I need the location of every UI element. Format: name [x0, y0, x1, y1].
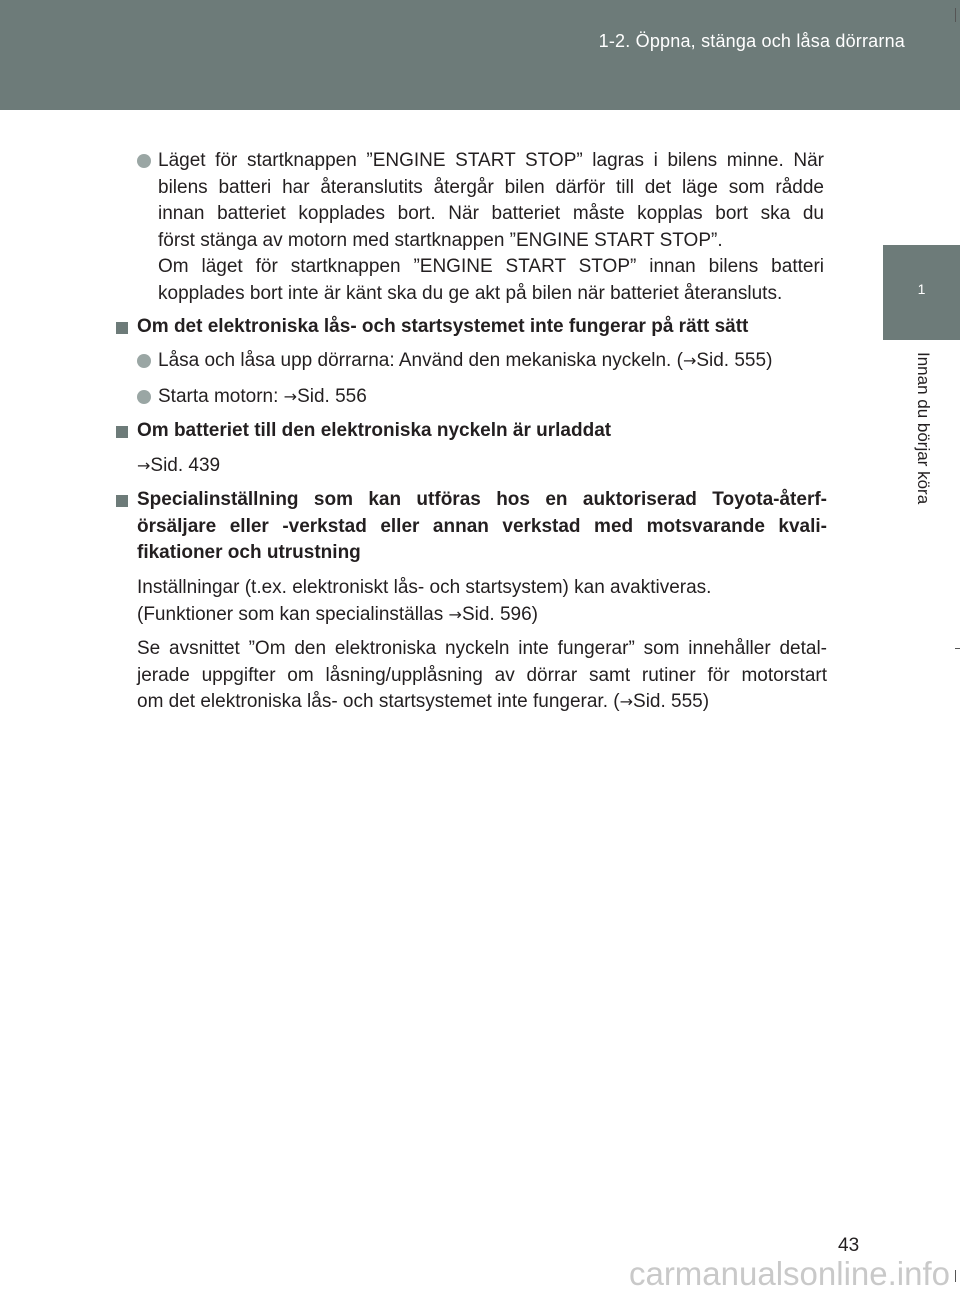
chapter-title: Innan du börjar köra	[914, 352, 933, 505]
heading-key-battery: Om batteriet till den elektroniska nyckeln är urladdat	[137, 420, 612, 441]
bullet-lock-unlock: Låsa och låsa upp dörrarna: Använd den mekaniska nyckeln. (→Sid. 555)	[158, 350, 773, 371]
section-title: 1-2. Öppna, stänga och låsa dörrarna	[598, 31, 905, 51]
chapter-tab	[883, 245, 960, 340]
arrow-right-icon: →	[682, 351, 697, 370]
paragraph-see-section: Se avsnittet ”Om den elektroniska nyckeln inte fungerar” som innehåller detal- jerade uppgifter om låsning/upplåsning av dörrar samt rutiner för motorstart om det elektroniska lås- och startsystemet inte fungerar. (→Sid. 555)	[137, 638, 827, 712]
header-band	[0, 0, 960, 110]
arrow-right-icon: →	[448, 604, 462, 624]
square-bullet-icon	[116, 426, 128, 438]
circle-bullet-icon	[137, 354, 151, 368]
chapter-label	[883, 340, 960, 560]
crop-mark	[955, 1270, 956, 1282]
arrow-right-icon: →	[619, 692, 634, 711]
heading-system-failure: Om det elektroniska lås- och startsystemet inte fungerar på rätt sätt	[137, 316, 749, 337]
bullet-start-engine: Starta motorn: →Sid. 556	[158, 386, 367, 407]
crop-mark	[955, 8, 956, 22]
crop-mark	[955, 648, 960, 649]
arrow-right-icon: →	[283, 387, 298, 406]
watermark: carmanualsonline.info	[628, 1255, 950, 1292]
paragraph-settings: Inställningar (t.ex. elektroniskt lås- och startsystem) kan avaktiveras. (Funktioner som kan specialinställas →Sid. 596)	[137, 577, 712, 625]
paragraph-memory: Läget för startknappen ”ENGINE START STOP” lagras i bilens minne. När bilens batteri har återanslutits återgår bilen därför till det läge som rådde innan batteriet kopplades bort. När batteriet måste kopplas bort ska du först stänga av motorn med startknappen ”ENGINE START STOP”. Om läget för startknappen ”ENGINE START STOP” innan bilens batteri kopplades bort inte är känt ska du ge akt på bilen när batteriet återansluts.	[158, 150, 824, 304]
square-bullet-icon	[116, 322, 128, 334]
arrow-right-icon: →	[137, 456, 151, 475]
ref-key-battery: →Sid. 439	[137, 455, 221, 476]
circle-bullet-icon	[137, 390, 151, 404]
chapter-number: 1	[917, 281, 926, 297]
circle-bullet-icon	[137, 154, 151, 168]
heading-customization: Specialinställning som kan utföras hos en auktoriserad Toyota-återf- örsäljare eller -verkstad eller annan verkstad med motsvarande kvali- fikationer och utrustning	[137, 489, 827, 563]
square-bullet-icon	[116, 495, 128, 507]
page-number: 43	[838, 1235, 860, 1256]
